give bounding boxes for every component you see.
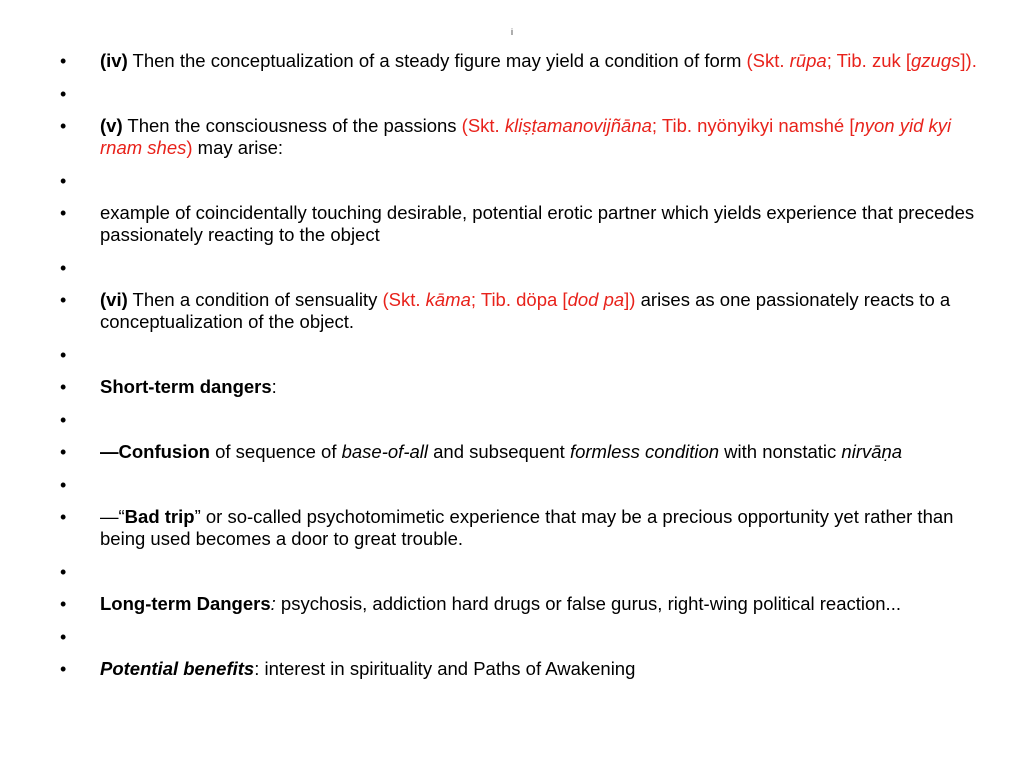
skt-open: (Skt. [382,289,426,310]
item-text: Then the consciousness of the passions [122,115,462,136]
bullet-item-vi-sensuality [60,289,980,333]
item-label: (vi) [100,289,128,310]
tib-close: ]) [624,289,636,310]
bullet-item-empty [60,257,980,279]
bullet-item-empty [60,561,980,583]
bullet-list [60,50,980,691]
tib-term: dod pa [567,289,625,310]
bullet-item-empty [60,344,980,366]
item-text: of sequence of [209,441,342,462]
bullet-item-empty [60,409,980,431]
bullet-item-short-term-dangers [60,376,980,398]
skt-term: kāma [425,289,471,310]
skt-open: (Skt. [746,50,790,71]
item-text: psychosis, addiction hard drugs or false gurus, right-wing political reaction... [275,593,901,614]
item-text: : interest in spirituality and Paths of Awakening [254,658,636,679]
item-label: Bad trip [124,506,195,527]
item-label: (iv) [100,50,128,71]
tib-close: ) [186,137,193,158]
term-formless-condition: formless condition [569,441,720,462]
item-text: ” or so-called psychotomimetic experience that may be a precious opportunity yet rather than being used becomes a door to great trouble. [100,506,954,549]
term-nirvana: nirvāṇa [841,441,903,462]
bullet-item-bad-trip [60,506,980,550]
skt-term: rūpa [789,50,827,71]
item-end: may arise: [192,137,284,158]
item-label: —Confusion [100,441,210,462]
item-label: Long-term Dangers [100,593,271,614]
tib-close: ]) [960,50,972,71]
item-label: Short-term dangers [100,376,272,397]
bullet-item-empty [60,626,980,648]
bullet-item-example [60,202,980,246]
item-text-mid2: with nonstatic [719,441,842,462]
item-text: Then a condition of sensuality [127,289,383,310]
item-text: example of coincidentally touching desirable, potential erotic partner which yields experience that precedes passionately reacting to the object [100,202,975,245]
bullet-item-empty [60,83,980,105]
skt-term: kliṣṭamanovijñāna [504,115,652,136]
item-label: (v) [100,115,123,136]
item-end: . [971,50,977,71]
term-base-of-all: base-of-all [341,441,428,462]
tib-term: nyon yid kyi rnam shes [100,115,952,158]
tib-term: gzugs [911,50,961,71]
tib-separator: ; Tib. döpa [ [470,289,568,310]
tib-separator: ; Tib. zuk [ [826,50,912,71]
item-text: Then the conceptualization of a steady figure may yield a condition of form [127,50,747,71]
item-colon: : [270,593,276,614]
bullet-item-empty [60,170,980,192]
item-prefix: —“ [100,506,125,527]
bullet-item-v-consciousness [60,115,980,159]
bullet-item-iv-form [60,50,980,72]
skt-open: (Skt. [461,115,505,136]
bullet-item-potential-benefits [60,658,980,680]
item-label: Potential benefits [100,658,255,679]
tib-separator: ; Tib. nyönyikyi namshé [ [651,115,855,136]
item-end: : [271,376,277,397]
bullet-item-empty [60,474,980,496]
bullet-item-confusion [60,441,980,463]
item-end: arises as one passionately reacts to a conceptualization of the object. [100,289,951,332]
page-number: i [511,27,513,37]
item-text-mid: and subsequent [428,441,570,462]
bullet-item-long-term-dangers [60,593,980,615]
